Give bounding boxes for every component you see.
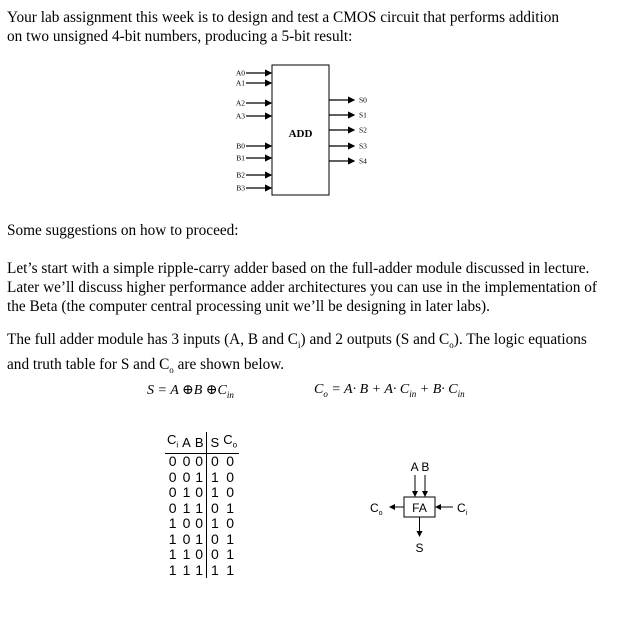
truth-table-cell: 1 <box>195 499 204 516</box>
truth-table-cell: 0 <box>168 468 177 485</box>
subscript-i: i <box>298 340 301 351</box>
truth-table-cell: 1 <box>168 561 177 578</box>
truth-table-cell: 0 <box>168 499 177 516</box>
truth-table-cell: 0 <box>168 484 177 501</box>
truth-table-row <box>165 454 239 470</box>
para2-line-3: the Beta (the computer central processing unit we’ll be designing in later labs). <box>7 298 490 315</box>
intro-paragraph <box>7 8 637 46</box>
add-label: ADD <box>288 128 313 140</box>
truth-table-cell: 0 <box>195 453 204 470</box>
header-ci: $C_i$ <box>165 432 180 454</box>
header-b: B <box>193 432 206 454</box>
fa-label: FA <box>412 501 427 515</box>
truth-table-cell: 0 <box>182 468 191 485</box>
para3-text: The full adder module has 3 inputs (A, B and C <box>7 331 299 348</box>
truth-table-cell: 0 <box>182 530 191 547</box>
truth-table-cell: 0 <box>195 546 204 563</box>
header-co: $C_o$ <box>221 432 239 454</box>
para2-line-2: Later we’ll discuss higher performance adder architectures you can use in the implementation of <box>7 279 597 296</box>
sum-equation-text: S = A ⊕B ⊕C <box>147 383 227 398</box>
truth-table-row <box>165 563 239 579</box>
truth-table-cell: 0 <box>226 453 234 470</box>
truth-table-cell: 0 <box>226 484 234 501</box>
add-block-diagram <box>225 60 385 200</box>
add-input-label: A3 <box>235 111 245 121</box>
fa-input-labels: A B <box>410 460 430 474</box>
add-output-label: S3 <box>359 141 367 151</box>
carry-equation-text: + B· C <box>416 382 458 397</box>
truth-table-cell: 1 <box>226 499 234 516</box>
truth-table-cell: 1 <box>226 561 234 578</box>
ripple-carry-paragraph <box>7 259 637 316</box>
truth-table-cell: 1 <box>226 546 234 563</box>
para3-text: and truth table for S and C <box>7 356 170 374</box>
intro-line-1: Your lab assignment this week is to design and test a CMOS circuit that performs addition <box>7 9 560 26</box>
subscript-in: in <box>226 389 234 400</box>
truth-table <box>165 432 239 578</box>
truth-table-cell: 0 <box>206 547 221 563</box>
header-s: S <box>206 432 221 454</box>
truth-table-cell: 1 <box>195 561 204 578</box>
truth-table-cell: 1 <box>226 530 234 547</box>
full-adder-paragraph <box>7 330 637 380</box>
truth-table-cell: 1 <box>206 516 221 532</box>
truth-table-cell: 0 <box>226 468 234 485</box>
subscript-o: o <box>449 340 454 351</box>
fa-carry-in-label: $C_i$ <box>457 501 468 517</box>
carry-equation-text: C <box>314 382 324 397</box>
add-output-label: S4 <box>359 156 367 166</box>
para3-text: are shown below. <box>173 356 285 374</box>
subscript-in: in <box>457 388 465 399</box>
truth-table-cell: 0 <box>182 453 191 470</box>
add-output-label: S0 <box>359 95 367 105</box>
add-input-label: A0 <box>235 68 245 78</box>
subscript-o: o <box>323 388 328 399</box>
add-input-label: B0 <box>236 141 245 151</box>
fa-carry-out-label: $C_o$ <box>370 501 383 517</box>
carry-equation-text: = A· B + A· C <box>327 382 410 397</box>
truth-table-row <box>165 501 239 517</box>
header-a: A <box>180 432 193 454</box>
sum-equation <box>147 382 234 400</box>
truth-table-cell: 1 <box>195 530 204 547</box>
add-input-label: B3 <box>236 183 245 193</box>
truth-table-cell: 0 <box>226 515 234 532</box>
add-output-label: S2 <box>359 125 367 135</box>
subscript-o: o <box>169 365 174 376</box>
para3-text: ). The logic equations <box>453 331 587 348</box>
add-input-label: A2 <box>235 98 245 108</box>
truth-table-cell: 1 <box>182 561 191 578</box>
add-input-label: A1 <box>235 78 245 88</box>
truth-table-cell: 0 <box>206 454 221 470</box>
truth-table-cell: 1 <box>168 546 177 563</box>
truth-table-cell: 0 <box>206 532 221 548</box>
truth-table-cell: 1 <box>206 563 221 579</box>
add-input-label: B2 <box>236 170 245 180</box>
para3-text: ) and 2 outputs (S and C <box>300 331 450 348</box>
truth-table-cell: 1 <box>206 470 221 486</box>
add-input-label: B1 <box>236 153 245 163</box>
truth-table-row <box>165 547 239 563</box>
truth-table-cell: 1 <box>195 468 204 485</box>
truth-table-cell: 1 <box>168 530 177 547</box>
intro-line-2: on two unsigned 4-bit numbers, producing a 5-bit result: <box>7 28 353 45</box>
truth-table-row <box>165 470 239 486</box>
truth-table-cell: 1 <box>182 484 191 501</box>
suggestions-heading: Some suggestions on how to proceed: <box>7 222 239 239</box>
truth-table-cell: 0 <box>195 484 204 501</box>
truth-table-row <box>165 485 239 501</box>
truth-table-cell: 1 <box>168 515 177 532</box>
truth-table-cell: 0 <box>168 453 177 470</box>
truth-table-header-row <box>165 432 239 454</box>
full-adder-diagram <box>368 455 478 570</box>
truth-table-cell: 0 <box>182 515 191 532</box>
truth-table-cell: 0 <box>195 515 204 532</box>
carry-equation <box>314 382 465 399</box>
para2-line-1: Let’s start with a simple ripple-carry adder based on the full-adder module discussed in lecture. <box>7 260 590 277</box>
truth-table-cell: 1 <box>182 499 191 516</box>
fa-sum-label: S <box>415 541 424 555</box>
truth-table-row <box>165 516 239 532</box>
truth-table-row <box>165 532 239 548</box>
truth-table-cell: 1 <box>182 546 191 563</box>
truth-table-cell: 0 <box>206 501 221 517</box>
subscript-in: in <box>409 388 417 399</box>
add-output-label: S1 <box>359 110 367 120</box>
truth-table-cell: 1 <box>206 485 221 501</box>
